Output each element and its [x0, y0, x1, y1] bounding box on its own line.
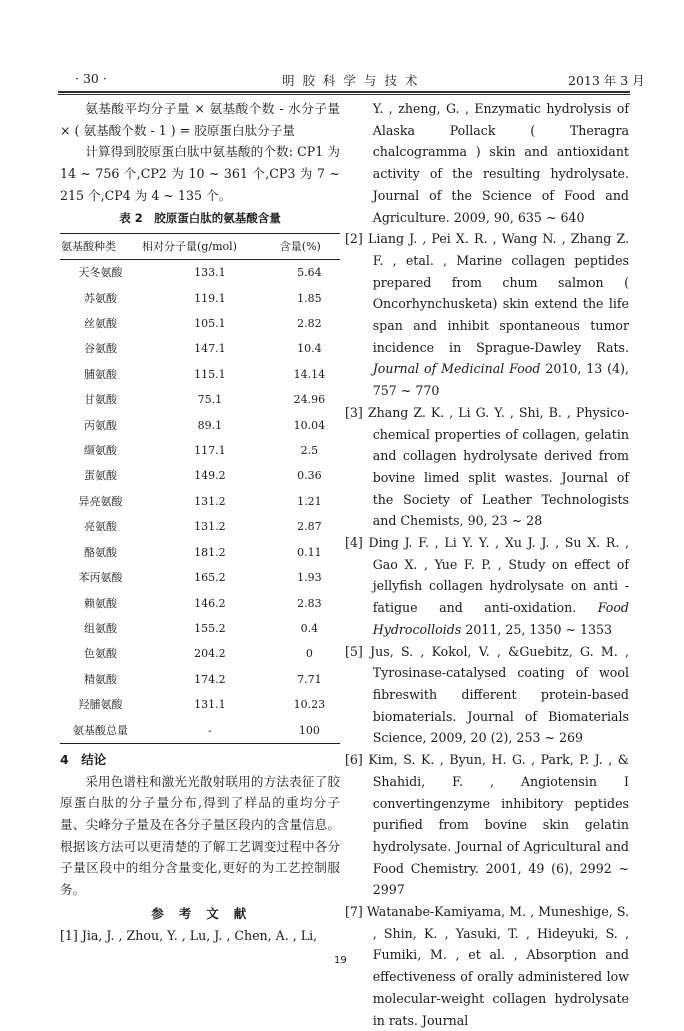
table-cell: 10.04 [293, 418, 326, 432]
table-cell: 204.2 [194, 647, 226, 661]
table-row [60, 540, 340, 565]
table-cell: 谷氨酸 [84, 342, 118, 356]
table-cell: 174.2 [194, 672, 226, 686]
table-row [60, 336, 340, 361]
table-cell: 117.1 [194, 444, 226, 458]
table-cell: 146.2 [194, 596, 226, 610]
reference-1-continued: Y. , zheng, G. , Enzymatic hydrolysis of Alaska Pollack ( Theragra chalcogramma ) skin and antioxidant activity of the resulting hydrolysate. Journal of the Science of Food and Agriculture. 2009, 90, 635 ~ 640 [372, 101, 629, 225]
header-rule [58, 91, 630, 95]
column-header: 相对分子量(g/mol) [141, 234, 279, 260]
references-title: 参考文献 [151, 905, 262, 921]
table-row [60, 489, 340, 514]
table-cell: 羟脯氨酸 [78, 698, 123, 712]
reference-7 [345, 901, 629, 1031]
table-row [60, 718, 340, 744]
table-cell: 181.2 [194, 545, 226, 559]
right-column [345, 98, 629, 1031]
table-cell: 10.4 [297, 342, 322, 356]
table-cell: 119.1 [194, 291, 226, 305]
table-row [60, 413, 340, 438]
reference-italic: Food Hydrocolloids [372, 600, 629, 637]
table-cell: 131.1 [194, 698, 226, 712]
conclusion-text: 采用色谱柱和激光光散射联用的方法表征了胶原蛋白肽的分子量分布,得到了样品的重均分子量、尖峰分子量及在各分子量区段内的含量信息。根据该方法可以更清楚的了解工艺调变过程中各分子量区段中的组分含量变化,更好的为工艺控制服务。 [60, 773, 340, 898]
table-cell: 100 [298, 723, 320, 737]
reference-italic: Journal of Medicinal Food [372, 361, 541, 377]
table-row [60, 667, 340, 692]
table-cell: 甘氨酸 [84, 393, 118, 407]
table-cell: 赖氨酸 [84, 596, 118, 610]
amino-acid-table [60, 233, 340, 744]
table-cell: 脯氨酸 [84, 367, 118, 381]
table-cell: 0.11 [297, 545, 322, 559]
table-cell: 丝氨酸 [84, 317, 118, 331]
reference-head: [7] Watanabe-Kamiyama, M. , Muneshige, S. , Shin, K. , Yasuki, T. , Hideyuki, S. , Fumiki, M. , et al. , Absorption and effectiveness of orally administered low molecular-weight collagen hydrolysate in rats. Journal [345, 904, 629, 1028]
table-row [60, 286, 340, 311]
table-row [60, 311, 340, 336]
table-cell: 1.93 [297, 571, 322, 585]
table-cell: 苏氨酸 [84, 291, 118, 305]
page-number: · 30 · [75, 71, 107, 86]
table-cell: 2.83 [297, 596, 322, 610]
table-cell: 2.82 [297, 317, 322, 331]
table-cell: 10.23 [293, 698, 326, 712]
table-row [60, 362, 340, 387]
reference-head: [2] Liang J. , Pei X. R. , Wang N. , Zhang Z. F. , etal. , Marine collagen peptides prepared from chum salmon ( Oncorhynchusketa) skin extend the life span and inhibit spontaneous tumor incidence in Sprague-Dawley Rats. [345, 231, 629, 355]
table-cell: 2.5 [300, 444, 319, 458]
table-cell: 105.1 [194, 317, 226, 331]
table-row [60, 438, 340, 463]
reference-3 [345, 402, 629, 532]
table-cell: 蛋氨酸 [84, 469, 118, 483]
table-cell: 0 [305, 647, 313, 661]
table-caption: 表 2 胶原蛋白肽的氨基酸含量 [119, 210, 281, 225]
table-cell: 2.87 [297, 520, 322, 534]
table-cell: 14.14 [293, 367, 326, 381]
table-cell: 165.2 [194, 571, 226, 585]
table-cell: 5.64 [297, 266, 322, 280]
reference-tail: 2011, 25, 1350 ~ 1353 [461, 621, 613, 637]
reference-head: [5] Jus, S. , Kokol, V. , &Guebitz, G. M. , Tyrosinase-catalysed coating of wool fibreswith different protein-based biomaterials. Journal of Biomaterials Science, 2009, 20 (2), 253 ~ 269 [345, 643, 629, 746]
table-cell: 115.1 [194, 367, 226, 381]
table-row [60, 260, 340, 286]
table-row [60, 463, 340, 488]
table-cell: 氨基酸总量 [73, 723, 129, 737]
table-cell: 131.2 [194, 520, 226, 534]
table-cell: 精氨酸 [84, 672, 118, 686]
journal-name: 明 胶 科 学 与 技 术 [282, 73, 420, 88]
reference-6 [345, 749, 629, 901]
table-cell: 异亮氨酸 [78, 494, 123, 508]
column-header: 含量(%) [279, 234, 340, 260]
table-cell: 亮氨酸 [84, 520, 118, 534]
table-cell: 天冬氨酸 [78, 266, 123, 280]
table-cell: 133.1 [194, 266, 226, 280]
table-row [60, 591, 340, 616]
table-cell: 75.1 [197, 393, 223, 407]
table-cell: 24.96 [293, 393, 326, 407]
table-cell: 7.71 [297, 672, 322, 686]
table-row [60, 616, 340, 641]
footer-page-number: 19 [334, 955, 347, 966]
section-title: 4 结论 [60, 751, 107, 767]
table-cell: 0.4 [300, 621, 319, 635]
reference-tail: 2010, 13 (4), 757 ~ 770 [372, 361, 630, 399]
left-column [60, 98, 340, 946]
reference-head: [6] Kim, S. K. , Byun, H. G. , Park, P. J. , & Shahidi, F. , Angiotensin I convertingenzyme inhibitory peptides purified from bovine skin gelatin hydrolysate. Journal of Agricultural and Food Chemistry. 2001, 49 (6), 2992 ~ 2997 [345, 752, 629, 898]
table-row [60, 387, 340, 412]
table-cell: 缬氨酸 [84, 444, 118, 458]
table-cell: 155.2 [194, 621, 226, 635]
reference-5 [345, 641, 629, 750]
formula-text: 氨基酸平均分子量 × 氨基酸个数 - 水分子量 × ( 氨基酸个数 - 1 ) = 胶原蛋白肽分子量 [60, 101, 340, 138]
table-cell: 131.2 [194, 494, 226, 508]
table-cell: 丙氨酸 [84, 418, 118, 432]
table-cell: 1.85 [297, 291, 322, 305]
table-cell: 89.1 [197, 418, 223, 432]
calc-text: 计算得到胶原蛋白肽中氨基酸的个数: CP1 为 14 ~ 756 个,CP2 为 10 ~ 361 个,CP3 为 7 ~ 215 个,CP4 为 4 ~ 135 个。 [60, 144, 340, 203]
table-cell: 酪氨酸 [84, 545, 118, 559]
table-row [60, 565, 340, 590]
reference-4 [345, 532, 629, 641]
table-cell: 1.21 [297, 494, 322, 508]
column-header: 氨基酸种类 [60, 234, 141, 260]
table-cell: 苯丙氨酸 [78, 571, 123, 585]
table-cell: 147.1 [194, 342, 226, 356]
table-cell: 组氨酸 [84, 621, 118, 635]
table-cell: 0.36 [297, 469, 322, 483]
reference-1: [1] Jia, J. , Zhou, Y. , Lu, J. , Chen, A. , Li, [60, 927, 318, 943]
table-row [60, 692, 340, 717]
table-cell: - [208, 723, 212, 737]
table-row [60, 514, 340, 539]
reference-head: [4] Ding J. F. , Li Y. Y. , Xu J. J. , Su X. R. , Gao X. , Yue F. P. , Study on effect of jellyfish collagen hydrolysate on anti - fatigue and anti-oxidation. [345, 535, 629, 616]
reference-head: [3] Zhang Z. K. , Li G. Y. , Shi, B. , Physico-chemical properties of collagen, gelatin and collagen hydrolysate derived from bovine limed split wastes. Journal of the Society of Leather Technologists and Chemists, 90, 23 ~ 28 [345, 404, 629, 529]
table-cell: 149.2 [194, 469, 226, 483]
table-cell: 色氨酸 [84, 647, 118, 661]
issue-date: 2013 年 3 月 [568, 73, 645, 88]
reference-2 [345, 228, 629, 402]
table-row [60, 641, 340, 666]
